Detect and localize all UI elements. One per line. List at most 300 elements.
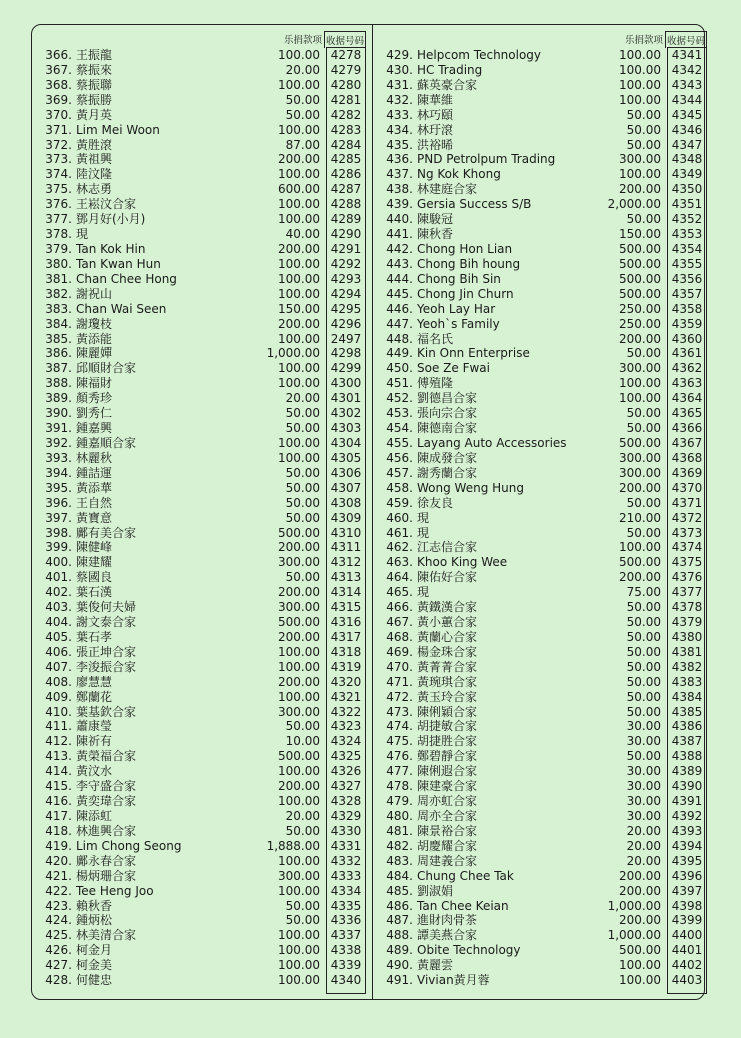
entry-number: 433. [386, 107, 413, 122]
receipt-number: 4384 [671, 689, 703, 704]
donor-name: 鍾嘉興 [76, 421, 113, 436]
receipt-number: 4368 [671, 450, 703, 465]
donor-name: 劉德昌合家 [417, 391, 478, 406]
donation-amount: 50.00 [626, 212, 661, 227]
receipt-number: 4330 [330, 823, 362, 838]
donor-name: 黃奕瑋合家 [76, 794, 137, 809]
donation-amount: 100.00 [278, 943, 320, 958]
receipt-number: 2497 [330, 331, 362, 346]
donation-amount: 100.00 [278, 331, 320, 346]
donation-row [377, 764, 711, 779]
donor-name: 林玗滾 [417, 122, 454, 137]
receipt-number: 4382 [671, 659, 703, 674]
entry-number: 407. [45, 659, 72, 674]
donation-row [377, 227, 711, 242]
entry-number: 488. [386, 928, 413, 943]
receipt-number: 4346 [671, 122, 703, 137]
donation-row [377, 958, 711, 973]
donation-amount: 200.00 [619, 868, 661, 883]
column-divider [372, 24, 373, 1000]
entry-number: 448. [386, 331, 413, 346]
donation-row [377, 481, 711, 496]
receipt-number: 4353 [671, 227, 703, 242]
donation-row [377, 451, 711, 466]
donation-row [36, 719, 370, 734]
donor-name: 陳福財 [76, 376, 113, 391]
receipt-number: 4299 [330, 361, 362, 376]
receipt-number: 4348 [671, 152, 703, 167]
donation-row [377, 242, 711, 257]
donation-amount: 300.00 [278, 868, 320, 883]
donation-amount: 50.00 [285, 406, 320, 421]
donation-amount: 100.00 [278, 271, 320, 286]
entry-number: 415. [45, 779, 72, 794]
donation-amount: 50.00 [285, 510, 320, 525]
donation-row [36, 943, 370, 958]
receipt-number: 4326 [330, 764, 362, 779]
donor-name: Soe Ze Fwai [417, 361, 490, 376]
donation-row [36, 376, 370, 391]
entry-number: 382. [45, 286, 72, 301]
donor-name: 鄭碧靜合家 [417, 749, 478, 764]
receipt-number: 4372 [671, 510, 703, 525]
donor-name: Chong Bih houng [417, 256, 521, 271]
entry-number: 390. [45, 406, 72, 421]
donation-amount: 1,000.00 [266, 346, 320, 361]
donation-row [36, 705, 370, 720]
donation-amount: 300.00 [619, 450, 661, 465]
donor-name: 柯金美 [76, 958, 113, 973]
entry-number: 463. [386, 555, 413, 570]
entry-number: 473. [386, 704, 413, 719]
donation-row [36, 690, 370, 705]
receipt-number: 4377 [671, 585, 703, 600]
donor-name: 楊金珠合家 [417, 644, 478, 659]
donor-name: 鄺有美合家 [76, 525, 137, 540]
donation-row [36, 108, 370, 123]
receipt-number: 4389 [671, 764, 703, 779]
donor-name: 進財肉骨茶 [417, 913, 478, 928]
donation-amount: 1,000.00 [607, 928, 661, 943]
donation-row [36, 570, 370, 585]
donation-amount: 300.00 [619, 361, 661, 376]
donor-name: HC Trading [417, 62, 483, 77]
entry-number: 428. [45, 973, 72, 988]
donation-row [36, 212, 370, 227]
donation-row [36, 63, 370, 78]
entry-number: 472. [386, 689, 413, 704]
donor-name: 福名氏 [417, 331, 454, 346]
donation-row [377, 973, 711, 988]
donation-row [377, 287, 711, 302]
entry-number: 435. [386, 137, 413, 152]
receipt-number: 4338 [330, 943, 362, 958]
donation-row [377, 138, 711, 153]
entry-number: 409. [45, 689, 72, 704]
donor-name: 黃麗雲 [417, 958, 454, 973]
entry-number: 478. [386, 779, 413, 794]
donor-name: Ng Kok Khong [417, 167, 501, 182]
receipt-number: 4298 [330, 346, 362, 361]
entry-number: 405. [45, 629, 72, 644]
receipt-number: 4335 [330, 898, 362, 913]
donation-amount: 50.00 [626, 674, 661, 689]
receipt-number: 4340 [330, 973, 362, 988]
donor-name: 蔡振勝 [76, 92, 113, 107]
donation-amount: 100.00 [619, 973, 661, 988]
donation-row [36, 421, 370, 436]
donor-name: Chong Hon Lian [417, 241, 513, 256]
receipt-number: 4331 [330, 838, 362, 853]
entry-number: 458. [386, 480, 413, 495]
entry-number: 399. [45, 540, 72, 555]
entry-number: 388. [45, 376, 72, 391]
donation-row [377, 705, 711, 720]
donation-amount: 500.00 [619, 286, 661, 301]
donor-name: 林巧頤 [417, 107, 454, 122]
donation-row [377, 630, 711, 645]
donation-row [377, 690, 711, 705]
donor-name: Chong Bih Sin [417, 271, 501, 286]
donation-amount: 30.00 [626, 719, 661, 734]
receipt-number: 4358 [671, 301, 703, 316]
donor-name: 陳華維 [417, 92, 454, 107]
donor-name: 現 [417, 585, 430, 600]
right-column [377, 28, 711, 988]
donation-amount: 100.00 [278, 256, 320, 271]
amount-header: 乐捐款项 [624, 35, 663, 46]
receipt-number: 4359 [671, 316, 703, 331]
entry-number: 426. [45, 943, 72, 958]
entry-number: 406. [45, 644, 72, 659]
entry-number: 438. [386, 182, 413, 197]
donor-name: 楊炳珊合家 [76, 868, 137, 883]
donor-name: Yeoh Lay Har [417, 301, 496, 316]
donation-row [377, 421, 711, 436]
receipt-number: 4329 [330, 809, 362, 824]
entry-number: 417. [45, 809, 72, 824]
entry-number: 471. [386, 674, 413, 689]
donor-name: 周亦全合家 [417, 809, 478, 824]
donation-amount: 150.00 [619, 227, 661, 242]
entry-number: 437. [386, 167, 413, 182]
receipt-number: 4366 [671, 421, 703, 436]
donation-row [36, 749, 370, 764]
entry-number: 413. [45, 749, 72, 764]
donor-name: Chan Chee Hong [76, 271, 177, 286]
donation-amount: 50.00 [285, 898, 320, 913]
donor-name: 葉基欽合家 [76, 704, 137, 719]
donation-amount: 50.00 [285, 823, 320, 838]
donation-amount: 100.00 [278, 883, 320, 898]
entry-number: 401. [45, 570, 72, 585]
donation-row [36, 227, 370, 242]
donation-row [377, 257, 711, 272]
receipt-number: 4351 [671, 197, 703, 212]
donor-name: 陳德南合家 [417, 421, 478, 436]
donation-row [36, 809, 370, 824]
entry-number: 457. [386, 465, 413, 480]
donor-name: 黃蘭心合家 [417, 629, 478, 644]
donor-name: 傅殖隆 [417, 376, 454, 391]
donor-name: 陳佑好合家 [417, 570, 478, 585]
entry-number: 366. [45, 48, 72, 62]
entry-number: 466. [386, 600, 413, 615]
donation-amount: 100.00 [278, 958, 320, 973]
entry-number: 441. [386, 227, 413, 242]
receipt-number: 4319 [330, 659, 362, 674]
donation-amount: 20.00 [285, 391, 320, 406]
donor-name: 謝秀蘭合家 [417, 465, 478, 480]
receipt-number: 4362 [671, 361, 703, 376]
donor-name: 黃添華 [76, 480, 113, 495]
entry-number: 381. [45, 271, 72, 286]
donor-name: 張正坤合家 [76, 644, 137, 659]
receipt-number: 4316 [330, 615, 362, 630]
entry-number: 374. [45, 167, 72, 182]
donation-amount: 100.00 [278, 973, 320, 988]
donor-name: Chong Jin Churn [417, 286, 514, 301]
donor-name: 柯金月 [76, 943, 113, 958]
donation-amount: 300.00 [278, 555, 320, 570]
donation-row [377, 212, 711, 227]
donation-row [377, 511, 711, 526]
donation-amount: 200.00 [619, 913, 661, 928]
donor-name: 蔡國良 [76, 570, 113, 585]
entry-number: 372. [45, 137, 72, 152]
donor-name: Gersia Success S/B [417, 197, 532, 212]
entry-number: 408. [45, 674, 72, 689]
donation-row [377, 854, 711, 869]
donation-amount: 200.00 [278, 540, 320, 555]
donation-row [377, 943, 711, 958]
donor-name: 陳俐穎合家 [417, 704, 478, 719]
entry-number: 468. [386, 629, 413, 644]
receipt-number: 4364 [671, 391, 703, 406]
donor-name: 鍾嘉順合家 [76, 435, 137, 450]
donor-name: 張向宗合家 [417, 406, 478, 421]
donor-name: 賴秋香 [76, 898, 113, 913]
donation-row [36, 645, 370, 660]
donor-name: Yeoh`s Family [417, 316, 500, 331]
donation-row [377, 675, 711, 690]
donation-amount: 30.00 [626, 734, 661, 749]
entry-number: 373. [45, 152, 72, 167]
entry-number: 379. [45, 241, 72, 256]
entry-number: 391. [45, 421, 72, 436]
receipt-number: 4336 [330, 913, 362, 928]
entry-number: 392. [45, 435, 72, 450]
donation-amount: 100.00 [619, 92, 661, 107]
receipt-number: 4391 [671, 794, 703, 809]
donation-amount: 500.00 [619, 435, 661, 450]
donation-amount: 600.00 [278, 182, 320, 197]
donation-amount: 50.00 [285, 107, 320, 122]
donor-name: 胡捷胜合家 [417, 734, 478, 749]
donor-name: Tan Kwan Hun [76, 256, 161, 271]
donor-name: Obite Technology [417, 943, 521, 958]
entry-number: 430. [386, 62, 413, 77]
entry-number: 452. [386, 391, 413, 406]
donor-name: 蘇英豪合家 [417, 77, 478, 92]
donation-row [377, 824, 711, 839]
receipt-number: 4393 [671, 823, 703, 838]
donation-row [377, 615, 711, 630]
receipt-number: 4322 [330, 704, 362, 719]
entry-number: 380. [45, 256, 72, 271]
receipt-number: 4278 [330, 48, 362, 62]
donor-name: 黃玉玲合家 [417, 689, 478, 704]
entry-number: 434. [386, 122, 413, 137]
receipt-number: 4318 [330, 644, 362, 659]
donation-amount: 200.00 [619, 883, 661, 898]
donation-row [377, 585, 711, 600]
donation-row [36, 317, 370, 332]
donation-row [36, 555, 370, 570]
donor-name: 謝文泰合家 [76, 615, 137, 630]
receipt-number: 4352 [671, 212, 703, 227]
donation-amount: 100.00 [278, 659, 320, 674]
donor-name: 譚美燕合家 [417, 928, 478, 943]
receipt-number: 4313 [330, 570, 362, 585]
donation-amount: 50.00 [626, 659, 661, 674]
donor-name: Tan Kok Hin [76, 241, 146, 256]
donation-row [377, 749, 711, 764]
donation-amount: 200.00 [619, 182, 661, 197]
receipt-number: 4281 [330, 92, 362, 107]
entry-number: 432. [386, 92, 413, 107]
donation-row [377, 317, 711, 332]
receipt-number: 4344 [671, 92, 703, 107]
receipt-number: 4323 [330, 719, 362, 734]
donation-amount: 87.00 [285, 137, 320, 152]
donation-amount: 210.00 [619, 510, 661, 525]
entry-number: 418. [45, 823, 72, 838]
donor-name: 陳麗嬋 [76, 346, 113, 361]
donation-amount: 500.00 [278, 615, 320, 630]
donation-row [36, 138, 370, 153]
donation-row [36, 391, 370, 406]
receipt-header: 收据号码 [665, 31, 707, 48]
entry-number: 489. [386, 943, 413, 958]
donation-amount: 50.00 [626, 421, 661, 436]
entry-number: 451. [386, 376, 413, 391]
receipt-number: 4300 [330, 376, 362, 391]
donation-row [377, 376, 711, 391]
donation-amount: 500.00 [619, 555, 661, 570]
donation-row [377, 555, 711, 570]
donation-row [377, 600, 711, 615]
entry-number: 398. [45, 525, 72, 540]
receipt-number: 4304 [330, 435, 362, 450]
donation-row [36, 287, 370, 302]
donation-amount: 20.00 [285, 62, 320, 77]
receipt-number: 4363 [671, 376, 703, 391]
donor-name: 黃月英 [76, 107, 113, 122]
receipt-number: 4388 [671, 749, 703, 764]
entry-number: 370. [45, 107, 72, 122]
donor-name: Lim Chong Seong [76, 838, 182, 853]
receipt-number: 4387 [671, 734, 703, 749]
receipt-number: 4294 [330, 286, 362, 301]
donation-amount: 100.00 [619, 376, 661, 391]
donation-row [36, 675, 370, 690]
entry-number: 450. [386, 361, 413, 376]
donation-amount: 100.00 [619, 540, 661, 555]
receipt-number: 4293 [330, 271, 362, 286]
donor-name: 林進興合家 [76, 823, 137, 838]
entry-number: 477. [386, 764, 413, 779]
donation-row [377, 78, 711, 93]
donation-row [377, 436, 711, 451]
receipt-number: 4394 [671, 838, 703, 853]
entry-number: 462. [386, 540, 413, 555]
donation-row [36, 600, 370, 615]
donor-name: 葉石漢 [76, 585, 113, 600]
donation-amount: 300.00 [619, 152, 661, 167]
donation-row [377, 63, 711, 78]
donation-amount: 1,000.00 [607, 898, 661, 913]
donation-amount: 500.00 [619, 271, 661, 286]
entry-number: 423. [45, 898, 72, 913]
receipt-number: 4360 [671, 331, 703, 346]
donor-name: Lim Mei Woon [76, 122, 160, 137]
donation-amount: 1,888.00 [266, 838, 320, 853]
donation-row [377, 123, 711, 138]
donation-amount: 100.00 [278, 794, 320, 809]
donor-name: 徐友良 [417, 495, 454, 510]
receipt-number: 4312 [330, 555, 362, 570]
entry-number: 446. [386, 301, 413, 316]
donation-amount: 100.00 [278, 644, 320, 659]
donation-row [36, 332, 370, 347]
donation-amount: 200.00 [278, 585, 320, 600]
donation-row [377, 167, 711, 182]
receipt-number: 4342 [671, 62, 703, 77]
entry-number: 480. [386, 809, 413, 824]
donor-name: 顏秀珍 [76, 391, 113, 406]
donor-name: 黃小蕙合家 [417, 615, 478, 630]
receipt-number: 4286 [330, 167, 362, 182]
entry-number: 479. [386, 794, 413, 809]
donation-amount: 100.00 [619, 62, 661, 77]
donor-name: 李守盛合家 [76, 779, 137, 794]
donation-amount: 20.00 [285, 809, 320, 824]
donation-row [36, 884, 370, 899]
entry-number: 385. [45, 331, 72, 346]
donor-name: 胡慶耀合家 [417, 838, 478, 853]
donation-row [36, 167, 370, 182]
donor-name: Wong Weng Hung [417, 480, 524, 495]
donation-amount: 250.00 [619, 316, 661, 331]
left-header [36, 28, 370, 48]
entry-number: 394. [45, 465, 72, 480]
donation-amount: 100.00 [619, 958, 661, 973]
entry-number: 490. [386, 958, 413, 973]
entry-number: 414. [45, 764, 72, 779]
donor-name: 林麗秋 [76, 450, 113, 465]
entry-number: 424. [45, 913, 72, 928]
donor-name: 黃鐵漢合家 [417, 600, 478, 615]
donation-row [377, 48, 711, 63]
donation-row [36, 93, 370, 108]
donation-amount: 100.00 [278, 853, 320, 868]
donor-name: 劉秀仁 [76, 406, 113, 421]
donation-amount: 50.00 [626, 107, 661, 122]
entry-number: 396. [45, 495, 72, 510]
donor-name: 鍾炳松 [76, 913, 113, 928]
donation-amount: 500.00 [278, 749, 320, 764]
